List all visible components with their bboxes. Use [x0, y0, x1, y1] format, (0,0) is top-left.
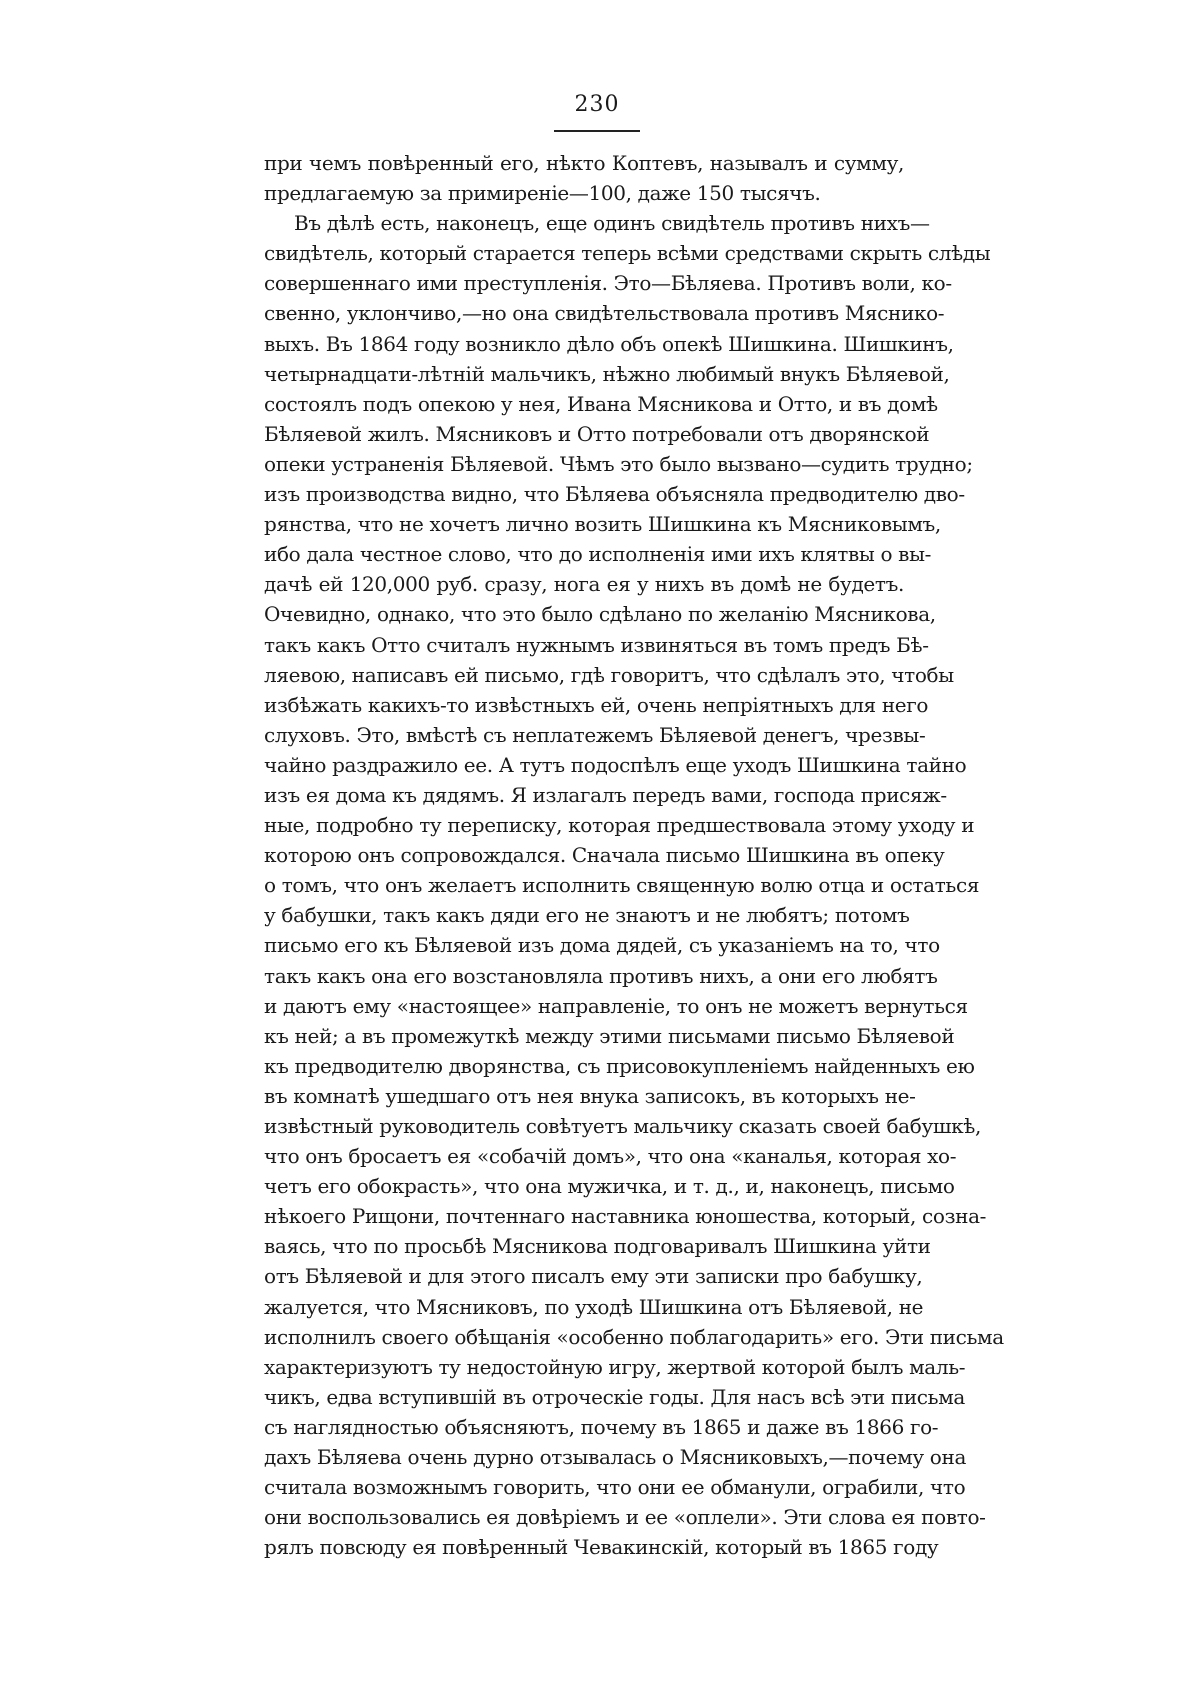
page-number: 230 — [574, 92, 620, 117]
text-line: изъ производства видно, что Бѣляева объясняла предводителю дво- — [264, 482, 965, 507]
text-line: Бѣляевой жилъ. Мясниковъ и Отто потребовали отъ дворянской — [264, 421, 930, 446]
text-line: предлагаемую за примиреніе—100, даже 150 тысячъ. — [264, 181, 821, 206]
text-line: состоялъ подъ опекою у нея, Ивана Мясникова и Отто, и въ домѣ — [264, 391, 938, 416]
text-line: о томъ, что онъ желаетъ исполнить священную волю отца и остаться — [264, 873, 980, 898]
text-line: извѣстный руководитель совѣтуетъ мальчику сказать своей бабушкѣ, — [264, 1114, 981, 1138]
text-line: дачѣ ей 120,000 руб. сразу, нога ея у нихъ въ домѣ не будетъ. — [264, 572, 904, 597]
text-line: свидѣтель, который старается теперь всѣми средствами скрыть слѣды — [264, 241, 991, 266]
text-line: чикъ, едва вступившій въ отроческіе годы. Для насъ всѣ эти письма — [264, 1384, 965, 1409]
text-line: къ ней; а въ промежуткѣ между этими письмами письмо Бѣляевой — [264, 1023, 955, 1048]
text-line: считала возможнымъ говорить, что они ее обманули, ограбили, что — [264, 1475, 966, 1500]
text-line: рянства, что не хочетъ лично возить Шишкина къ Мясниковымъ, — [264, 512, 941, 537]
text-line: къ предводителю дворянства, съ присовокупленіемъ найденныхъ ею — [264, 1053, 975, 1078]
text-line: такъ какъ Отто считалъ нужнымъ извиняться въ томъ предъ Бѣ- — [264, 632, 929, 657]
text-line: опеки устраненія Бѣляевой. Чѣмъ это было вызвано—судить трудно; — [264, 451, 973, 476]
text-line: что онъ бросаетъ ея «собачій домъ», что она «каналья, которая хо- — [264, 1144, 957, 1169]
text-line: четъ его обокрасть», что она мужичка, и т. д., и, наконецъ, письмо — [264, 1174, 955, 1199]
page-number-rule — [554, 130, 640, 132]
text-line: въ комнатѣ ушедшаго отъ нея внука записокъ, въ которыхъ не- — [264, 1083, 916, 1108]
text-line: которою онъ сопровождался. Сначала письмо Шишкина въ опеку — [264, 843, 945, 868]
text-line: ваясь, что по просьбѣ Мясникова подговаривалъ Шишкина уйти — [264, 1234, 931, 1259]
text-line: при чемъ повѣренный его, нѣкто Коптевъ, называлъ и сумму, — [264, 151, 904, 175]
text-line: жалуется, что Мясниковъ, по уходѣ Шишкина отъ Бѣляевой, не — [264, 1294, 924, 1319]
text-line: отъ Бѣляевой и для этого писалъ ему эти записки про бабушку, — [264, 1264, 923, 1289]
text-line: у бабушки, такъ какъ дяди его не знаютъ и не любятъ; потомъ — [264, 903, 910, 928]
text-line: свенно, уклончиво,—но она свидѣтельствовала противъ Мяснико- — [264, 301, 945, 326]
body-text — [264, 148, 1004, 1562]
text-line: слуховъ. Это, вмѣстѣ съ неплатежемъ Бѣляевой денегъ, чрезвы- — [264, 722, 926, 747]
text-line: чайно раздражило ее. А тутъ подоспѣлъ еще уходъ Шишкина тайно — [264, 752, 967, 777]
text-line: Очевидно, однако, что это было сдѣлано по желанію Мясникова, — [264, 602, 936, 627]
text-line: ибо дала честное слово, что до исполненія ими ихъ клятвы о вы- — [264, 542, 932, 567]
text-line: ляевою, написавъ ей письмо, гдѣ говоритъ, что сдѣлалъ это, чтобы — [264, 662, 954, 687]
text-line: и даютъ ему «настоящее» направленіе, то онъ не можетъ вернуться — [264, 993, 968, 1018]
text-line: совершеннаго ими преступленія. Это—Бѣляева. Противъ воли, ко- — [264, 271, 952, 296]
text-line: письмо его къ Бѣляевой изъ дома дядей, съ указаніемъ на то, что — [264, 933, 940, 958]
text-line: изъ ея дома къ дядямъ. Я излагалъ передъ вами, господа присяж- — [264, 782, 947, 807]
text-line: ные, подробно ту переписку, которая предшествовала этому уходу и — [264, 813, 975, 838]
text-line: Въ дѣлѣ есть, наконецъ, еще одинъ свидѣтель противъ нихъ— — [294, 211, 930, 236]
text-line: четырнадцати-лѣтній мальчикъ, нѣжно любимый внукъ Бѣляевой, — [264, 361, 950, 386]
text-line: характеризуютъ ту недостойную игру, жертвой которой былъ маль- — [264, 1354, 966, 1379]
text-line: избѣжать какихъ-то извѣстныхъ ей, очень непріятныхъ для него — [264, 692, 929, 717]
text-line: исполнилъ своего обѣщанія «особенно поблагодарить» его. Эти письма — [264, 1324, 1004, 1349]
text-line: выхъ. Въ 1864 году возникло дѣло объ опекѣ Шишкина. Шишкинъ, — [264, 331, 954, 356]
text-line: нѣкоего Рищони, почтеннаго наставника юношества, который, созна- — [264, 1204, 987, 1229]
text-line: дахъ Бѣляева очень дурно отзывалась о Мясниковыхъ,—почему она — [264, 1445, 967, 1470]
text-line: такъ какъ она его возстановляла противъ нихъ, а они его любятъ — [264, 963, 938, 988]
text-line: съ наглядностью объясняютъ, почему въ 1865 и даже въ 1866 го- — [264, 1414, 939, 1439]
text-line: они воспользовались ея довѣріемъ и ее «оплели». Эти слова ея повто- — [264, 1505, 986, 1530]
text-line: рялъ повсюду ея повѣренный Чевакинскій, который въ 1865 году — [264, 1535, 939, 1560]
